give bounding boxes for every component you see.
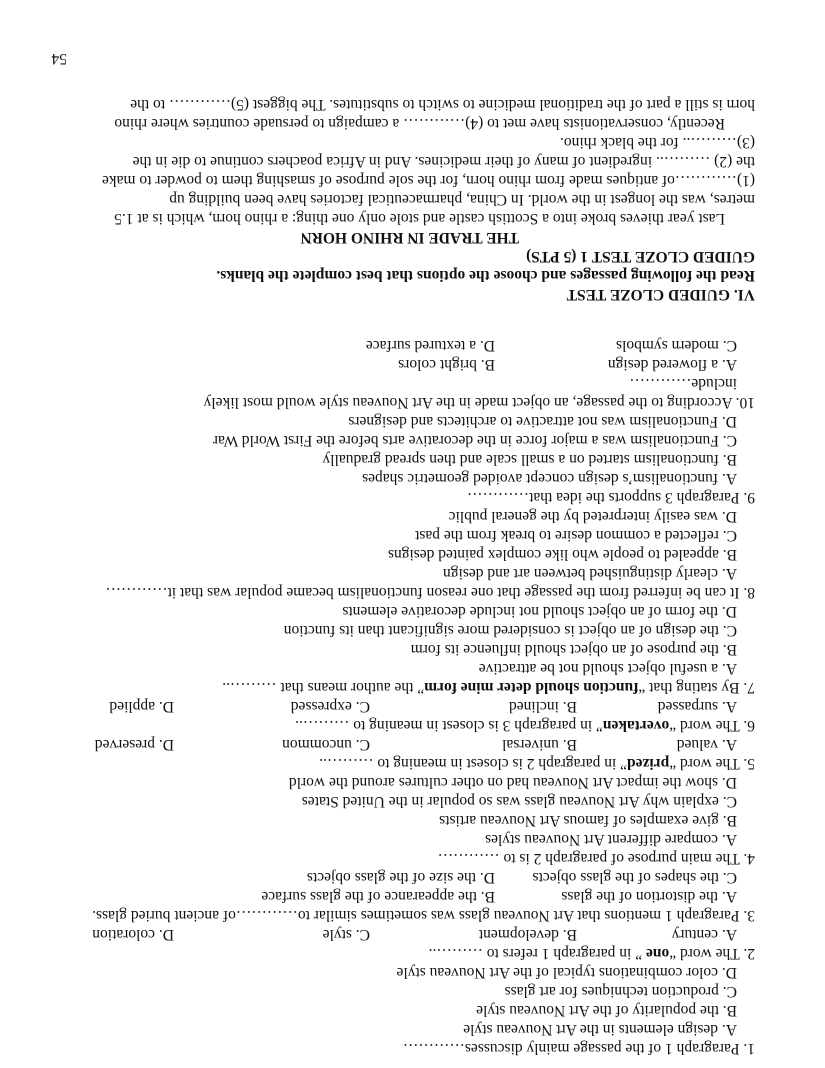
question-6-option-a: A. surpassed	[657, 698, 737, 715]
question-3-option-c: C. the shapes of the glass objects	[532, 869, 737, 886]
question-2-option-d: D. coloration	[92, 926, 174, 943]
question-6-option-b: B. inclined	[508, 698, 577, 715]
question-6-stem: 6. The word “overtaken” in paragraph 3 is closest in meaning to ………..	[295, 717, 755, 734]
question-7-stem: 7. By stating that “function should deter mine form” the author means that ………..	[222, 679, 755, 696]
question-2-option-c: C. style	[322, 926, 370, 943]
question-2-option-b: B. development	[478, 926, 577, 943]
question-10-option-d: D. a textured surface	[365, 337, 495, 354]
question-9-option-a: A. functionalism’s design concept avoided geometric shapes	[362, 470, 737, 487]
question-10-option-a: A. a flowered design	[607, 356, 737, 373]
question-1-option-c: C. production techniques for art glass	[504, 983, 737, 1000]
question-4-option-d: D. show the impact Art Nouveau had on other cultures around the world	[288, 774, 737, 791]
question-8-option-b: B. appealed to people who like complex painted designs	[387, 546, 737, 563]
section-title: VI. GUIDED CLOZE TEST	[566, 286, 755, 303]
question-4-stem: 4. The main purpose of paragraph 2 is to …………	[437, 850, 755, 867]
question-2-option-a: A. century	[671, 926, 737, 943]
question-3-stem: 3. Paragraph 1 mentions that Art Nouveau glass was sometimes similar to…………of ancient buried glass.	[92, 907, 755, 924]
question-6-option-d: D. applied	[109, 698, 174, 715]
question-5-option-d: D. preserved	[94, 736, 174, 753]
question-1-option-b: B. the popularity of the Art Nouveau style	[476, 1002, 737, 1019]
section-instruction: Read the following passages and choose the options that best complete the blanks.	[216, 267, 755, 284]
question-5-option-a: A. valued	[676, 736, 737, 753]
question-5-option-b: B. universal	[502, 736, 577, 753]
question-2-stem: 2. The word “one ” in paragraph 1 refers to ………..	[428, 945, 755, 962]
passage-line-1: Last year thieves broke into a Scottish castle and stole only one thing: a rhino horn, which is at 1.5	[114, 210, 725, 227]
test-title: GUIDED CLOZE TEST 1 (5 PTS)	[526, 248, 755, 265]
question-9-option-d: D. Functionalism was not attractive to architects and designers	[348, 413, 737, 430]
passage-line-2: metres, was the longest in the world. In China, pharmaceutical factories have been building up	[169, 191, 755, 208]
question-9-option-c: C. Functionalism was a major force in the decorative arts before the First World War	[212, 432, 737, 449]
question-8-option-c: C. reflected a common desire to break from the past	[415, 527, 737, 544]
question-10-stem-continuation: include…………	[629, 375, 737, 392]
passage-line-4: the (2) ……….. ingredient of many of their medicines. And in Africa poachers continue to die in the	[132, 153, 755, 170]
passage-line-3: (1)…………of antiques made from rhino horn, for the sole purpose of smashing them to powder to make	[101, 172, 755, 189]
question-1-stem: 1. Paragraph 1 of the passage mainly discusses…………	[402, 1040, 755, 1057]
question-7-option-d: D. the form of an object should not include decorative elements	[342, 603, 737, 620]
question-7-option-c: C. the design of an object is considered more significant than its function	[283, 622, 737, 639]
passage-line-5: (3)……….. for the black rhino.	[560, 134, 755, 151]
question-10-option-c: C. modern symbols	[616, 337, 737, 354]
question-8-option-a: A. clearly distinguished between art and design	[443, 565, 737, 582]
question-10-stem: 10. According to the passage, an object made in the Art Nouveau style would most likely	[203, 394, 755, 411]
question-7-option-a: A. a useful object should not be attractive	[478, 660, 737, 677]
question-9-stem: 9. Paragraph 3 supports the idea that…………	[467, 489, 755, 506]
question-8-option-d: D. was easily interpreted by the general public	[448, 508, 737, 525]
question-8-stem: 8. It can be inferred from the passage that one reason functionalism became popular was that it…………	[105, 584, 755, 601]
question-4-option-a: A. compare different Art Nouveau styles	[485, 831, 737, 848]
question-7-option-b: B. the purpose of an object should influence its form	[410, 641, 737, 658]
question-1-option-a: A. design elements in the Art Nouveau style	[463, 1021, 737, 1038]
passage-line-7: horn is still a part of the traditional medicine to switch to substitutes. The biggest (5)………… to the	[130, 96, 755, 113]
question-5-stem: 5. The word “prized” in paragraph 2 is closest in meaning to ………..	[319, 755, 755, 772]
page-number: 54	[51, 50, 67, 67]
question-3-option-b: B. the appearance of the glass surface	[261, 888, 495, 905]
question-1-option-d: D. color combinations typical of the Art Nouveau style	[396, 964, 737, 981]
passage-title: THE TRADE IN RHINO HORN	[300, 229, 519, 246]
question-5-option-c: C. uncommon	[282, 736, 370, 753]
question-4-option-c: C. explain why Art Nouveau glass was so popular in the United States	[301, 793, 737, 810]
question-3-option-d: D. the size of the glass objects	[306, 869, 495, 886]
question-3-option-a: A. the distortion of the glass	[561, 888, 737, 905]
question-10-option-b: B. bright colors	[398, 356, 495, 373]
question-9-option-b: B. functionalism started on a small scale and then spread gradually	[322, 451, 737, 468]
question-4-option-b: B. give examples of famous Art Nouveau artists	[439, 812, 737, 829]
question-6-option-c: C. expressed	[290, 698, 370, 715]
passage-line-6: Recently, conservationists have met to (4)………… a campaign to persuade countries where rhino	[114, 115, 725, 132]
